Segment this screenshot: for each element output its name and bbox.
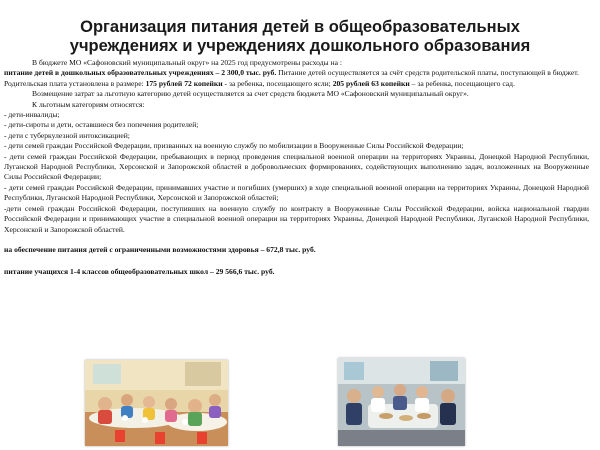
category-item: - дети-инвалиды; — [4, 110, 60, 120]
preschool-note: Питание детей осуществляется за счёт средств родительской платы, поступающей в бюджет. — [276, 68, 579, 78]
slide-title — [40, 18, 560, 56]
kindergarten-meal-photo — [85, 360, 228, 446]
categories-heading: К льготным категориям относятся: — [32, 99, 145, 109]
kindergarten-fee: 205 рублей 63 копейки — [332, 78, 410, 88]
disabilities-funding: на обеспечение питания детей с ограниченными возможностями здоровья – 672,8 тыс. руб. — [4, 244, 316, 254]
compensation-paragraph: Возмещение затрат за льготную категорию детей осуществляется за счет средств бюджета МО «Сафоновский муниципальный округ». — [32, 89, 469, 99]
school-meal-photo — [338, 358, 465, 446]
category-item: - дети семей граждан Российской Федерации, принимавших участие и погибших (умерших) в ходе специальной военной операции на территориях Украины, Донецкой Народной Республики, Луганской Народной Республики, Херсонской и Запорожской областей; — [4, 182, 589, 203]
preschool-paragraph — [4, 68, 589, 78]
parent-fee-label: Родительская плата установлена в размере: — [4, 78, 146, 88]
body-text — [4, 58, 589, 278]
category-item: -дети семей граждан Российской Федерации, поступивших на военную службу по контракту в Вооруженные Силы Российской Федерации, войска национальной гвардии Российской Федерации и принимающих участие в специальной военной операции на территориях Украины, Донецкой Народной Республики, Луганской Народной Республики, Херсонской и Запорожской областей. — [4, 203, 589, 234]
category-item: - дети-сироты и дети, оставшиеся без попечения родителей; — [4, 120, 199, 130]
category-item: - дети семей граждан Российской Федерации, призванных на военную службу по мобилизации в Вооруженные Силы Российской Федерации; — [4, 141, 464, 151]
nursery-fee: 175 рублей 72 копейки — [145, 78, 223, 88]
nursery-fee-note: - за ребенка, посещающего ясли; — [222, 78, 333, 88]
school-meals-funding: питание учащихся 1-4 классов общеобразовательных школ – 29 566,6 тыс. руб. — [4, 267, 275, 277]
budget-intro: В бюджете МО «Сафоновский муниципальный округ» на 2025 год предусмотрены расходы на : — [32, 58, 343, 67]
category-item: - дети семей граждан Российской Федерации, пребывающих в период проведения специальной военной операции на территориях Украины, Донецкой Народной Республики, Луганской Народной Республики, Херсонской и Запорожской областей в добровольческих формированиях, содействующих выполнению задач, возложенных на Вооруженные Силы Российской Федерации; — [4, 151, 589, 182]
preschool-amount: питание детей в дошкольных образовательных учреждениях – 2 300,0 тыс. руб. — [4, 68, 277, 78]
category-item: - дети с туберкулезной интоксикацией; — [4, 130, 130, 140]
title-line-2: учреждениях и учреждениях дошкольного образования — [69, 37, 531, 55]
parent-fee-paragraph — [4, 79, 589, 89]
kindergarten-fee-note: – за ребенка, посещающего сад. — [409, 78, 515, 88]
title-line-1: Организация питания детей в общеобразовательных — [80, 18, 520, 36]
